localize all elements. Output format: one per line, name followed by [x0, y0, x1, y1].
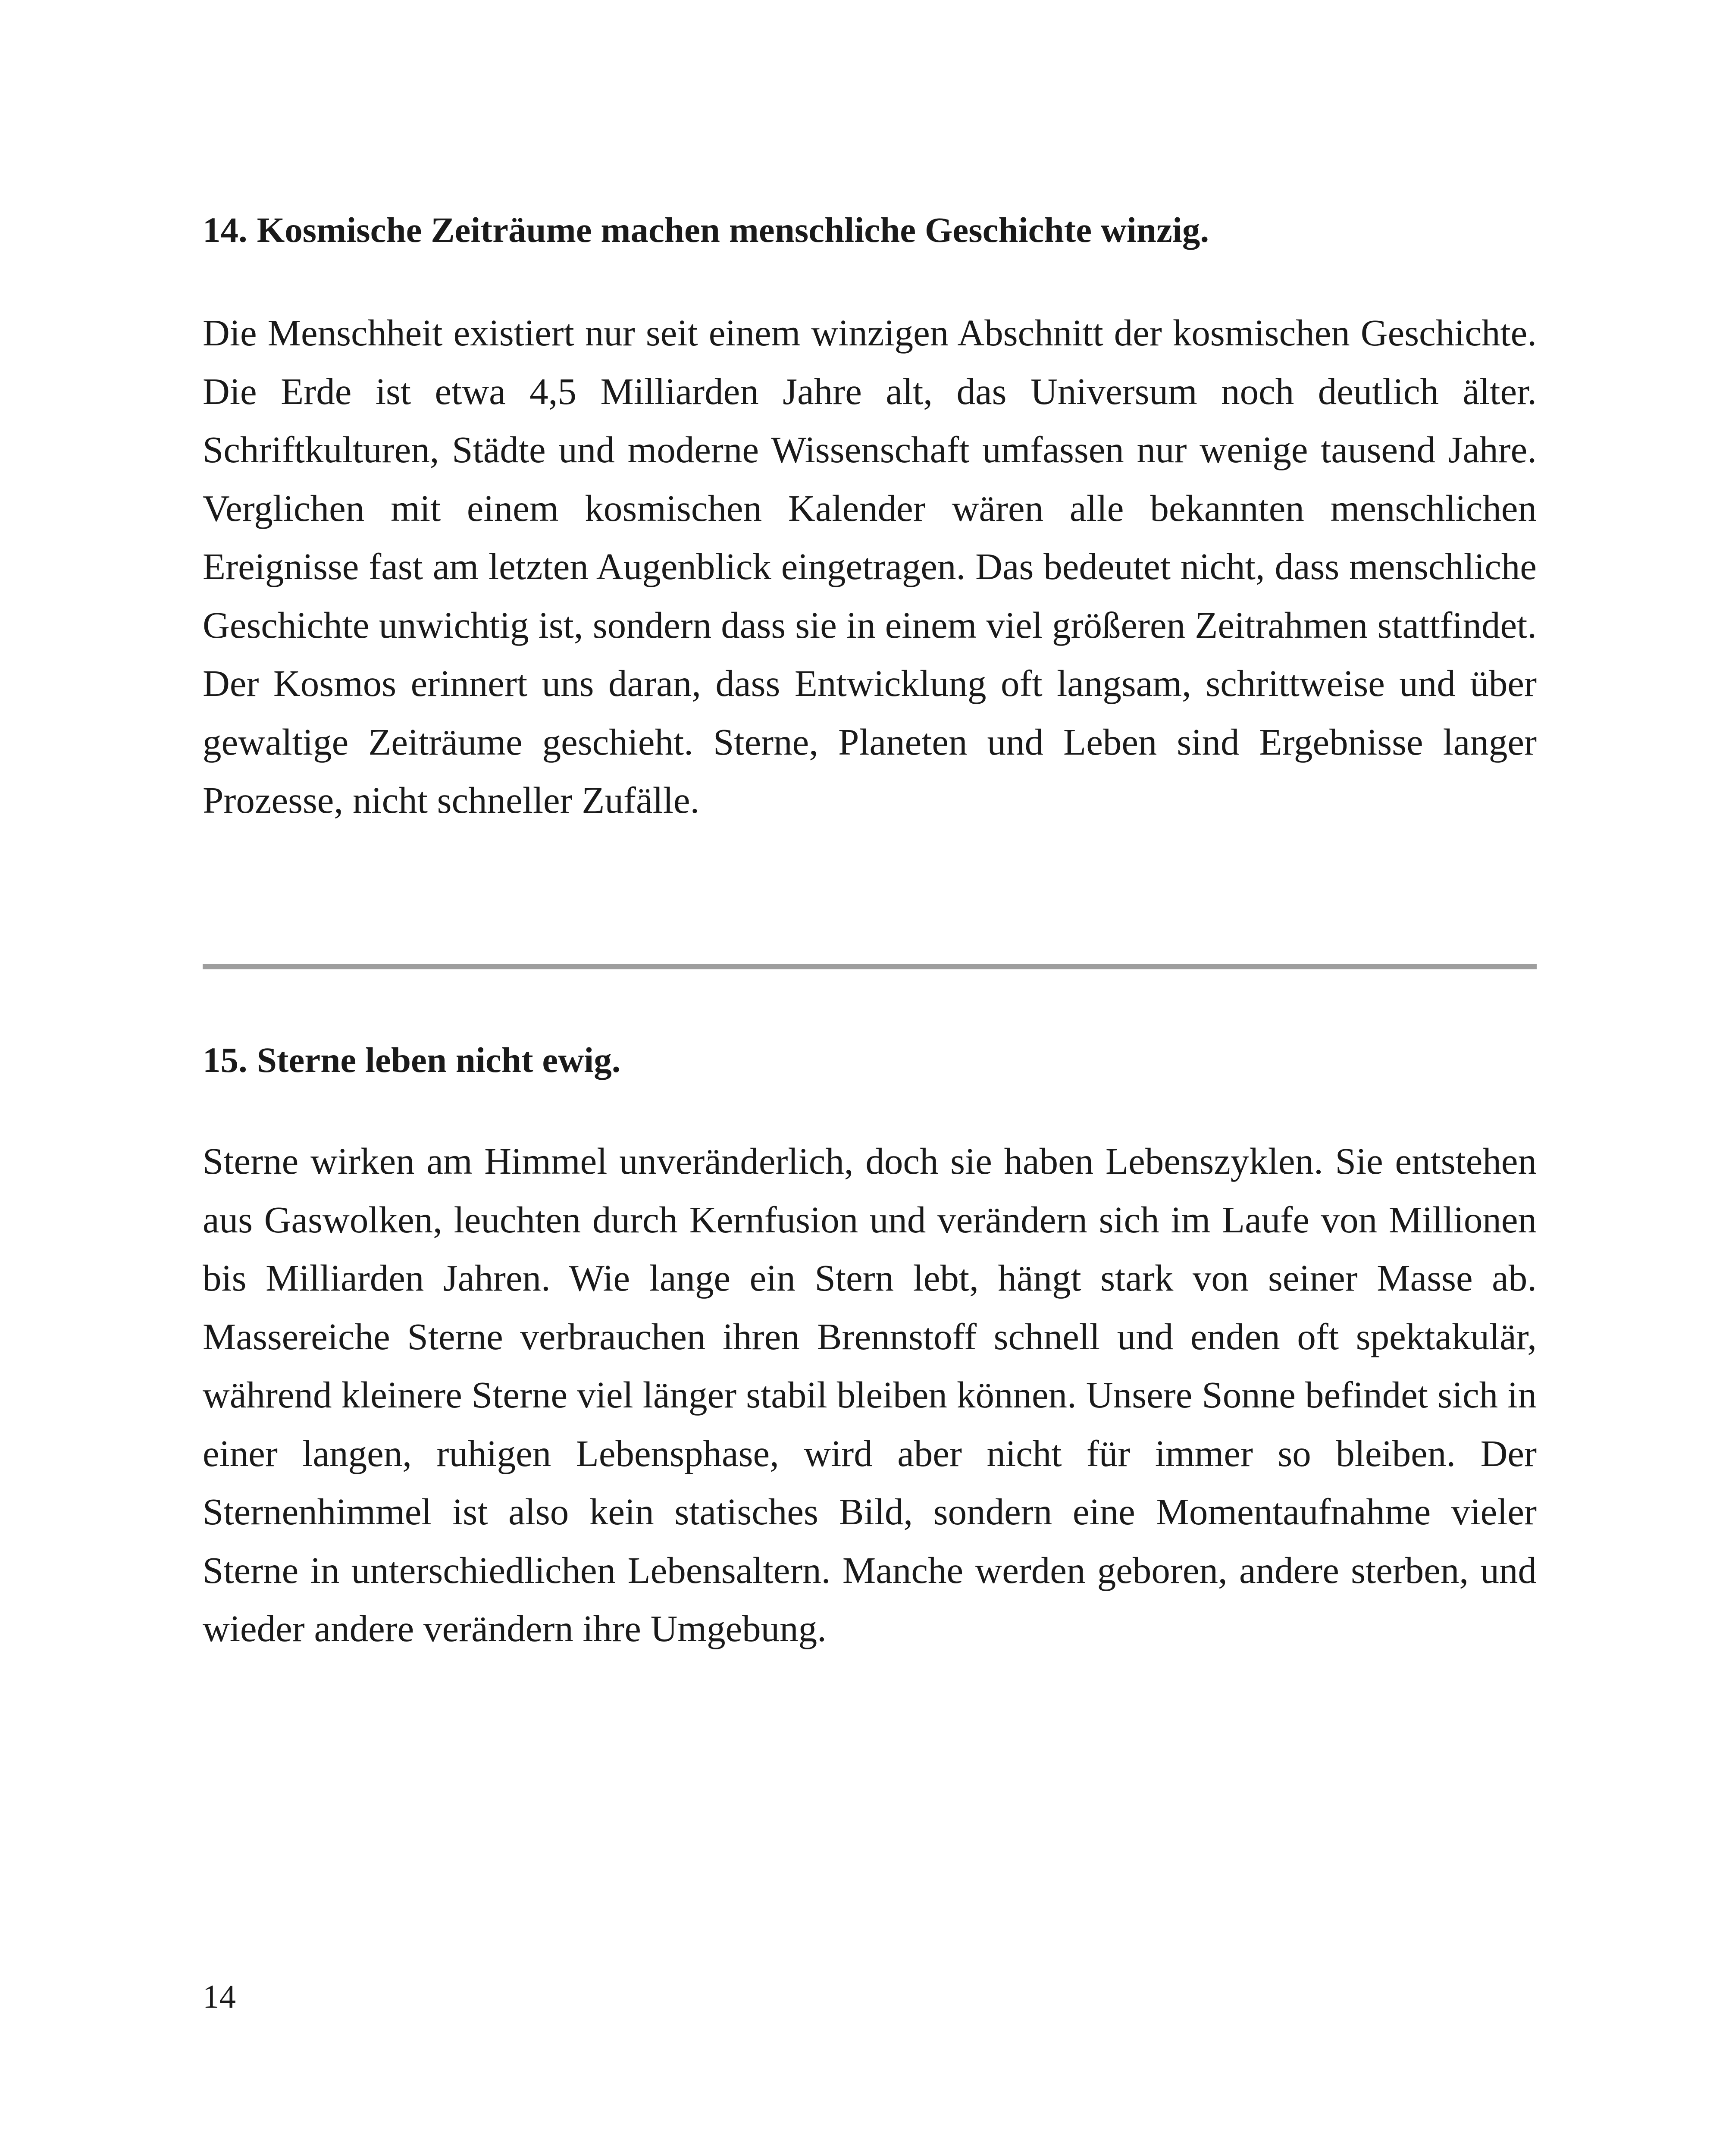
section-14-body: Die Menschheit existiert nur seit einem winzigen Abschnitt der kosmischen Geschichte. Die Erde ist etwa 4,5 Milliarden Jahre alt, das Universum noch deutlich älter. Schriftkulturen, Städte und moderne Wissenschaft umfassen nur wenige tausend Jahre. Verglichen mit einem kosmischen Kalender wären alle bekannten menschlichen Ereignisse fast am letzten Augenblick eingetragen. Das bedeutet nicht, dass menschliche Geschichte unwichtig ist, sondern dass sie in einem viel größeren Zeitrahmen stattfindet. Der Kosmos erinnert uns daran, dass Entwicklung oft langsam, schrittweise und über gewaltige Zeiträume geschieht. Sterne, Planeten und Leben sind Ergebnisse langer Prozesse, nicht schneller Zufälle.: [203, 312, 1537, 821]
section-15-heading: [203, 1038, 1537, 1081]
page-number: 14: [203, 1978, 236, 2015]
section-15-body: Sterne wirken am Himmel unveränderlich, doch sie haben Lebenszyklen. Sie entstehen aus Gaswolken, leuchten durch Kernfusion und verändern sich im Laufe von Millionen bis Milliarden Jahren. Wie lange ein Stern lebt, hängt stark von seiner Masse ab. Massereiche Sterne verbrauchen ihren Brennstoff schnell und enden oft spektakulär, während kleinere Sterne viel länger stabil bleiben können. Unsere Sonne befindet sich in einer langen, ruhigen Lebensphase, wird aber nicht für immer so bleiben. Der Sternenhimmel ist also kein statisches Bild, sondern eine Momentaufnahme vieler Sterne in unterschiedlichen Lebensaltern. Manche werden geboren, andere sterben, und wieder andere verändern ihre Umgebung.: [203, 1140, 1537, 1649]
section-14-heading: [203, 208, 1537, 251]
section-14-number: 14.: [203, 210, 247, 250]
section-15-title: Sterne leben nicht ewig.: [257, 1040, 621, 1080]
section-14-title: Kosmische Zeiträume machen menschliche Geschichte winzig.: [257, 210, 1209, 250]
section-15-number: 15.: [203, 1040, 247, 1080]
section-divider: [203, 964, 1537, 969]
